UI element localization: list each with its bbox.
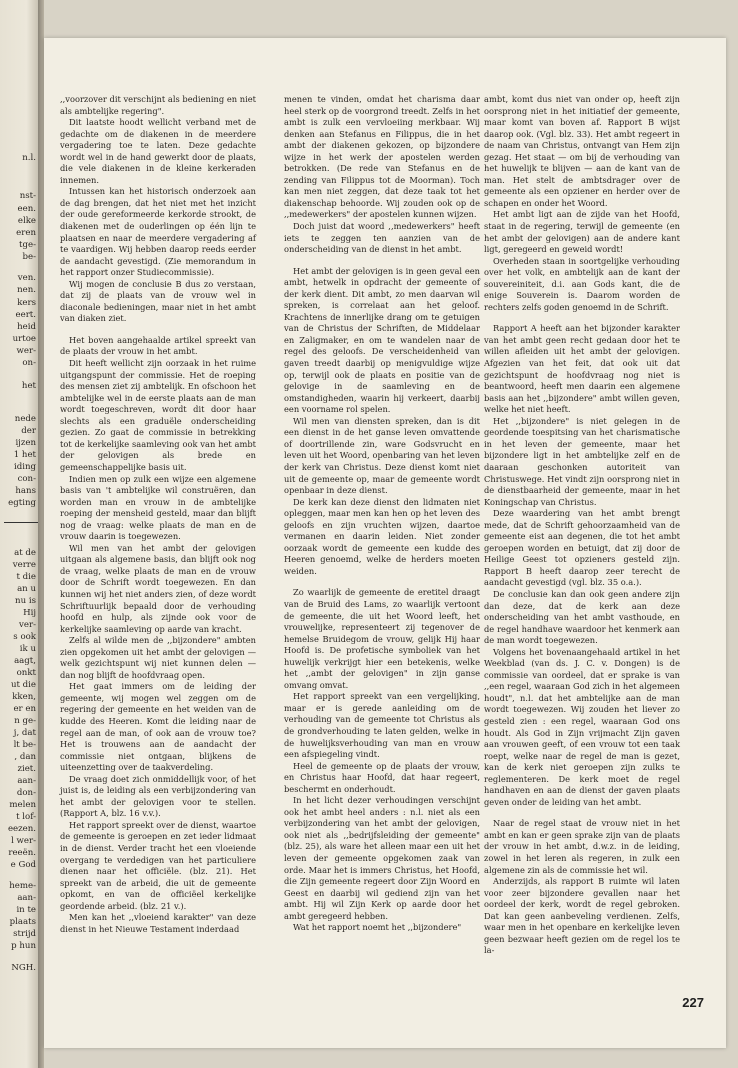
previous-page-fragment: strijd <box>13 929 36 939</box>
previous-page-fragment: ziet. <box>17 764 36 774</box>
previous-page-fragment: kken, <box>12 692 36 702</box>
previous-page-fragment: een. <box>17 204 36 214</box>
previous-page-fragment: 1 het <box>13 450 36 460</box>
previous-page-fragment: lt be- <box>13 740 36 750</box>
text-column-1 <box>60 94 256 935</box>
previous-page-rule <box>4 522 38 523</box>
previous-page-fragment: be- <box>22 252 36 262</box>
paragraph: ambt, komt dus niet van onder op, heeft zijn oorsprong niet in het initiatief der gemeente, maar komt van boven af. Rapport B wijst daarop ook. (Vgl. blz. 33). Het ambt regeert in de naam van Christus, ontvangt van Hem zijn gezag. Het staat — om bij de verhouding van het huwelijk te blijven — aan de kant van de man. Het stelt de ambtsdrager over de gemeente als een opziener en herder over de schapen en onder het Woord. <box>484 94 680 208</box>
document-page <box>44 38 726 1048</box>
previous-page-fragment: aagt, <box>14 656 36 666</box>
previous-page-fragment: hans <box>15 486 36 496</box>
paragraph: Het rapport spreekt van een vergelijking, maar er is gerede aanleiding om de verhouding van de gemeente tot Christus als de grondverhouding te laten gelden, welke in de huwelijksverhouding van man en vrouw een afspiegeling vindt. <box>284 691 480 760</box>
previous-page-fragment: Hij <box>23 608 36 618</box>
text-column-2 <box>284 94 480 934</box>
previous-page-fragment: ven. <box>17 273 36 283</box>
previous-page-fragment: j, dat <box>13 728 36 738</box>
previous-page-fragment: heme- <box>9 881 36 891</box>
paragraph: Overheden staan in soortgelijke verhouding over het volk, en ambtelijk aan de kant der souvereiniteit, d.i. aan Gods kant, die de enige Souverein is. Daarom worden de rechters zelfs goden genoemd in de Schrift. <box>484 255 680 312</box>
previous-page-fragment: iding <box>13 462 36 472</box>
previous-page-fragment: melen <box>9 800 36 810</box>
paragraph: Zelfs al wilde men de ,,bijzondere" ambten zien opgekomen uit het ambt der gelovigen — welk gezichtspunt wij niet kunnen delen — dan nog blijft de hoofdvraag open. <box>60 635 256 680</box>
previous-page-fragment: aan- <box>17 893 36 903</box>
paragraph: Men kan het ,,vloeiend karakter" van deze dienst in het Nieuwe Testament inderdaad <box>60 912 256 934</box>
previous-page-fragment: an u <box>17 584 36 594</box>
paragraph: Het rapport spreekt over de dienst, waartoe de gemeente is geroepen en zet ieder lidmaat in de dienst. Verder tracht het een vloeiende overgang te verdedigen van het particuliere dienen naar het officiële. (blz. 21). Het spreekt van de arbeid, die uit de gemeente opkomt, en van de officiëel kerkelijke geordende arbeid. (blz. 21 v.). <box>60 819 256 911</box>
previous-page-fragment: nu is <box>15 596 36 606</box>
previous-page-fragment: don- <box>16 788 36 798</box>
previous-page-fragment: eert. <box>15 310 36 320</box>
previous-page-fragment: heid <box>17 322 36 332</box>
previous-page-fragment: onkt <box>16 668 36 678</box>
paragraph: Dit heeft wellicht zijn oorzaak in het ruime uitgangspunt der commissie. Het de roeping des mensen ziet zij ambtelijk. En ofschoon het ambtelijke wel in de eerste plaats aan de man wordt toegeschreven, wordt dit door haar slechts als een graduële onderscheiding gezien. Zo gaat de commissie in betrekking tot de kerkelijke saamleving ook van het ambt der gelovigen als brede en gemeenschappelijke basis uit. <box>60 358 256 472</box>
previous-page-fragment: nede <box>14 414 36 424</box>
previous-page-fragment: n ge- <box>14 716 36 726</box>
paragraph: Wij mogen de conclusie B dus zo verstaan, dat zij de plaats van de vrouw wel in diaconale bedieningen, maar niet in het ambt van diaken ziet. <box>60 278 256 324</box>
paragraph: Het ambt ligt aan de zijde van het Hoofd, staat in de regering, terwijl de gemeente (en het ambt der gelovigen) aan de andere kant ligt, geregeerd en geweid wordt! <box>484 209 680 255</box>
previous-page-edge <box>0 0 38 1068</box>
paragraph: Volgens het bovenaangehaald artikel in het Weekblad (van ds. J. C. v. Dongen) is de commissie van oordeel, dat er sprake is van ,,een regel, waaraan God zich in het algemeen houdt", n.l. dat het ambtelijke aan de man wordt toegewezen. Wij zouden het liever zo gesteld zien : een regel, waaraan God ons houdt. Als God in Zijn vrijmacht Zijn gaven aan vrouwen geeft, of een vrouw tot een taak roept, welke naar de regel de man is gezet, kan de kerk niet geroepen zijn zulks te reglementeren. De kerk moet de regel handhaven en aan de dienst der gaven plaats geven onder de leiding van het ambt. <box>484 646 680 807</box>
paragraph: Wil men van het ambt der gelovigen uitgaan als algemene basis, dan blijft ook nog de vraag, welke plaats de man en de vrouw door de Schrift wordt toegewezen. En dan kunnen wij het niet anders zien, of deze wordt Schriftuurlijk bepaald door de verhouding hoofd en hulp, als zijnde ook voor de kerkelijke saamleving op aarde van kracht. <box>60 542 256 634</box>
paragraph: Dit laatste hoodt wellicht verband met de gedachte om de diakenen in de meerdere vergadering toe te laten. Deze gedachte wordt wel in de hand gewerkt door de plaats, die vele diakenen in de kleine kerkeraden innemen. <box>60 117 256 185</box>
paragraph: De conclusie kan dan ook geen andere zijn dan deze, dat de kerk aan deze onderscheiding van het ambt vasthoude, en de regel handhave waardoor het kenmerk aan de man wordt toegewezen. <box>484 588 680 646</box>
previous-page-fragment: t die <box>16 572 36 582</box>
previous-page-fragment: plaats <box>9 917 36 927</box>
previous-page-fragment: ut die <box>10 680 36 690</box>
previous-page-fragment: e God <box>10 860 36 870</box>
previous-page-fragment: nen. <box>17 285 36 295</box>
paragraph: Wil men van diensten spreken, dan is dit een dienst in de het ganse leven omvattende of doortrillende zin, ware Godsvrucht en leven uit het Woord, openbaring van het leven der kerk van Christus. Deze dienst komt niet uit de gemeente op, maar de gemeente wordt openbaar in deze dienst. <box>284 415 480 496</box>
previous-page-fragment: l wer- <box>11 836 36 846</box>
paragraph: Wat het rapport noemt het ,,bijzondere" <box>293 922 462 933</box>
paragraph: Indien men op zulk een wijze een algemene basis van 't ambtelijke wil construëren, dan worden man en vrouw in de ambtelijke roeping der mensheid gesteld, maar dan blijft nog de vraag: welke plaats de man en de vrouw daarin is toegewezen. <box>60 473 256 542</box>
previous-page-fragment: reeën. <box>8 848 36 858</box>
text-column-3 <box>484 94 680 957</box>
previous-page-fragment: ijzen <box>15 438 36 448</box>
previous-page-fragment: aan- <box>17 776 36 786</box>
previous-page-fragment: egting <box>8 498 36 508</box>
previous-page-fragment: NGH. <box>11 963 36 973</box>
previous-page-fragment: con- <box>17 474 36 484</box>
page-number: 227 <box>682 995 704 1010</box>
previous-page-fragment: , dan <box>14 752 36 762</box>
previous-page-fragment: on- <box>22 358 36 368</box>
previous-page-fragment: s ook <box>13 632 36 642</box>
paragraph: Het boven aangehaalde artikel spreekt van de plaats der vrouw in het ambt. <box>60 334 256 357</box>
paragraph: In het licht dezer verhoudingen verschijnt ook het ambt heel anders : n.l. niet als een verbijzondering van het ambt der gelovigen, ook niet als ,,bedrijfsleiding der gemeente" (blz. 25), als ware het alleen maar een uit het leven der gemeente opgekomen zaak van orde. Maar het is immers Christus, het Hoofd, die Zijn gemeente regeert door Zijn Woord en Geest en daarbij wil gediend zijn van het ambt. Hij wil Zijn Kerk op aarde door het ambt geregeerd hebben. <box>284 795 480 921</box>
previous-page-fragment: verre <box>12 560 36 570</box>
paragraph: Het gaat immers om de leiding der gemeente, wij mogen wel zeggen om de regering der gemeente en het weiden van de kudde des Heeren. Komt die leiding naar de regel aan de man, of ook aan de vrouw toe? Het is trouwens aan de aandacht der commissie niet ontgaan, blijkens de uiteenzetting over de taakverdeling. <box>60 681 256 773</box>
previous-page-fragment: eezen. <box>7 824 36 834</box>
paragraph: De kerk kan deze dienst den lidmaten niet opleggen, maar men kan hen op het leven des geloofs en zijn vruchten wijzen, daartoe vermanen en daarin leiden. Niet zonder oorzaak wordt de gemeente een kudde des Heeren genoemd, welke de herders moeten weiden. <box>284 496 480 576</box>
paragraph: Rapport A heeft aan het bijzonder karakter van het ambt geen recht gedaan door het te willen afleiden uit het ambt der gelovigen. Afgezien van het feit, dat ook uit dat gezichtspunt de hoofdvraag nog niet is beantwoord, heeft men daarin een algemene basis aan het ,,bijzondere" ambt willen geven, welke het niet heeft. <box>484 323 680 415</box>
previous-page-fragment: t lof- <box>16 812 36 822</box>
previous-page-fragment: at de <box>14 548 36 558</box>
previous-page-fragment: tge- <box>19 240 36 250</box>
previous-page-fragment: elke <box>17 216 36 226</box>
previous-page-fragment: er en <box>13 704 36 714</box>
previous-page-fragment: eren <box>16 228 36 238</box>
previous-page-fragment: in te <box>16 905 36 915</box>
previous-page-fragment: het <box>21 381 36 391</box>
paragraph: ,,voorzover dit verschijnt als bediening en niet als ambtelijke regering". <box>60 94 256 116</box>
previous-page-fragment: urtoe <box>12 334 36 344</box>
paragraph: Deze waardering van het ambt brengt mede, dat de Schrift gehoorzaamheid van de gemeente eist aan degenen, die tot het ambt geroepen worden en betuigt, dat zij door de Heilige Geest tot opzieners gesteld zijn. Rapport B heeft daarop zeer terecht de aandacht gevestigd (vgl. blz. 35 o.a.). <box>484 508 680 588</box>
previous-page-fragment: n.l. <box>22 153 36 163</box>
paragraph: Anderzijds, als rapport B ruimte wil laten voor zeer bijzondere gevallen naar het oordeel der kerk, wordt de regel gebroken. Dat kan geen aanbeveling verdienen. Zelfs, waar men in het openbare en kerkelijke leven geen bezwaar heeft gezien om de regel los te la- <box>484 876 680 956</box>
previous-page-fragment: der <box>21 426 36 436</box>
previous-page-fragment: p hun <box>11 941 36 951</box>
paragraph: Zo waarlijk de gemeente de eretitel draagt van de Bruid des Lams, zo waarlijk vertoont de gemeente, die uit het Woord leeft, het vrouwelijke, representeert zij tegenover de hemelse Bruidegom de vrouw, gelijk Hij haar Hoofd is. De profetische symboliek van het huwelijk verkrijgt hier een betekenis, welke het ,,ambt der gelovigen" in zijn ganse omvang omvat. <box>284 587 480 690</box>
paragraph: Het ambt der gelovigen is in geen geval een ambt, hetwelk in opdracht der gemeente of der kerk dient. Dit ambt, zo men daarvan wil spreken, is correlaat aan het geloof. Krachtens de innerlijke drang om te getuigen van de Christus der Schriften, de Middelaar en Zaligmaker, en om te wandelen naar de regel des geloofs. De verscheidenheid van gaven treedt daarbij op menigvuldige wijze op, terwijl ook de plaats en positie van de gelovige in de saamleving en de omstandigheden, waarin hij verkeert, daarbij een voorname rol spelen. <box>284 265 480 415</box>
previous-page-fragment: wer- <box>16 346 36 356</box>
paragraph: menen te vinden, omdat het charisma daar heel sterk op de voorgrond treedt. Zelfs in het ambt is zulk een vervloeiing merkbaar. Wij denken aan Stefanus en Filippus, die in het ambt der diakenen gekozen, op bijzondere wijze in het werk der apostelen werden betrokken. (De rede van Stefanus en de zending van Filippus tot de Moorman). Toch kan men niet zeggen, dat deze taak tot het diakenschap behoorde. Wij zouden ook op de ,,medewerkers" der apostelen kunnen wijzen. <box>284 94 480 220</box>
paragraph: Heel de gemeente op de plaats der vrouw, en Christus haar Hoofd, dat haar regeert, beschermt en onderhoudt. <box>284 760 480 794</box>
paragraph: Doch juist dat woord ,,medewerkers" heeft iets te zeggen ten aanzien van de onderscheiding van de dienst in het ambt. <box>284 221 480 255</box>
paragraph: Naar de regel staat de vrouw niet in het ambt en kan er geen sprake zijn van de plaats der vrouw in het ambt, d.w.z. in de leiding, zowel in het leren als regeren, in zulk een algemene zin als de commissie het wil. <box>484 818 680 875</box>
previous-page-fragment: nst- <box>19 191 36 201</box>
paragraph: Intussen kan het historisch onderzoek aan de dag brengen, dat het niet met het inzicht der oude gereformeerde kerkorde strookt, de diakenen met de ouderlingen op één lijn te plaatsen en naar de meerdere vergadering af te vaardigen. Wij hebben daarop reeds eerder de aandacht gevestigd. (Zie memorandum in het rapport onzer Studiecommissie). <box>60 186 256 278</box>
previous-page-fragment: ver- <box>19 620 36 630</box>
previous-page-fragment: ik u <box>19 644 36 654</box>
paragraph: Het ,,bijzondere" is niet gelegen in de geordende toespitsing van het charismatische in het leven der gemeente, maar het bijzondere ligt in het ambtelijke zelf en de daaraan geschonken autoriteit van Christuswege. Het vindt zijn oorsprong niet in de dienstbaarheid der gemeente, maar in het Koningschap van Christus. <box>484 415 680 507</box>
previous-page-fragment: kers <box>17 298 36 308</box>
paragraph: De vraag doet zich onmiddellijk voor, of het juist is, de leiding als een verbijzondering van het ambt der gelovigen voor te stellen. (Rapport A, blz. 16 v.v.). <box>60 773 256 819</box>
